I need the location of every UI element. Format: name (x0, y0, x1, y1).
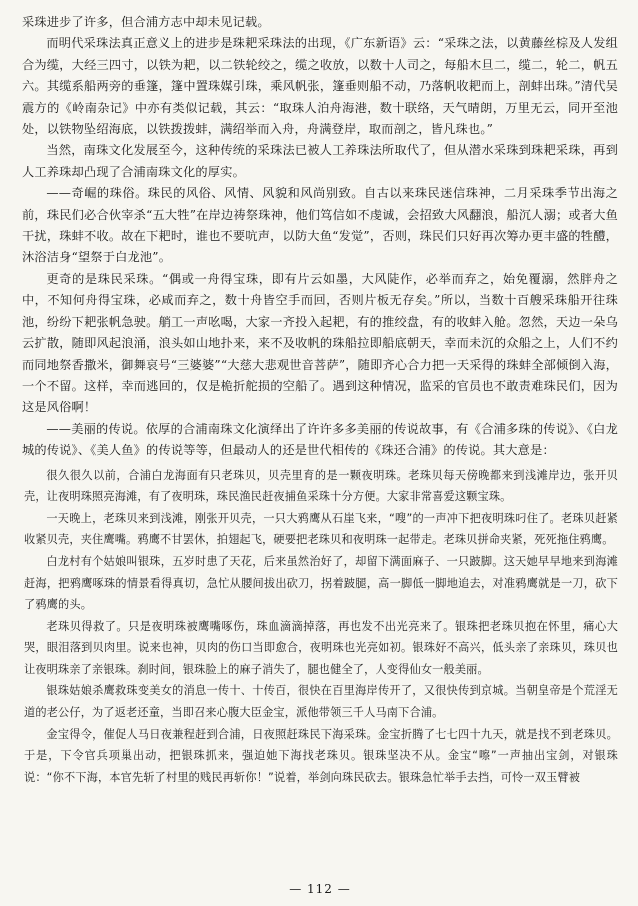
paragraph: 而明代采珠法真正意义上的进步是珠耙采珠法的出现，《广东新语》云：“采珠之法，以黄藤丝棕及人发组合为缆，大经三四寸，以铁为耙，以二铁轮绞之，缆之收放，以数十人司之，每船木旦二，缆二，轮二，帆五六。其缆系船两旁的垂篷，篷中置珠媒引珠，乘风帆张，篷垂则船不动，乃落帆收耙而上，剖蚌出珠。”清代吴震方的《岭南杂记》中亦有类似记载，其云：“取珠人泊舟海港，数十联络，天气晴朗，万里无云，同开至池处，以铁物坠绍海底，以铁拨拨蚌，满绍举而入舟，舟满登岸，取而剖之，皆凡珠也。” (22, 36, 618, 137)
paragraph: 当然，南珠文化发展至今，这种传统的采珠法已被人工养珠法所取代了，但从潜水采珠到珠耙采珠，再到人工养珠却凸现了合浦南珠文化的厚实。 (22, 143, 618, 179)
page-number: — 112 — (289, 882, 351, 896)
story-paragraph: 老珠贝得救了。只是夜明珠被鹰嘴啄伤，珠血滴滴掉落，再也发不出光亮来了。银珠把老珠贝抱在怀里，痛心大哭，眼泪落到贝肉里。说来也神，贝肉的伤口当即愈合，夜明珠也光亮如初。银珠好不高兴，低头亲了亲珠贝，珠贝也让夜明珠亲了亲银珠。刹时间，银珠脸上的麻子消失了，腿也健全了，人变得仙女一般美丽。 (24, 619, 618, 676)
paragraph: ——美丽的传说。依厚的合浦南珠文化演绎出了许许多多美丽的传说故事，有《合浦多珠的传说》、《白龙城的传说》、《美人鱼》的传说等等，但最动人的还是世代相传的《珠还合浦》的传说。其大意是： (22, 421, 618, 458)
paragraph: ——奇崛的珠俗。珠民的风俗、风情、风貌和风尚别致。自古以来珠民迷信珠神，二月采珠季节出海之前，珠民们必合伙宰杀“五大牲”在岸边祷祭珠神，他们笃信如不虔诚，会招致大风翻浪，船沉人溺；或者大鱼干扰，珠蚌不收。故在下耙时，谁也不要吭声，以防大鱼“发觉”，否则，珠民们只好再次筹办更丰盛的牲醴，沐浴洁身“望祭于白龙池”。 (22, 186, 618, 265)
paragraph: 更奇的是珠民采珠。“偶或一舟得宝珠，即有片云如墨，大风陡作，必举而弃之，始免覆溺，然胖舟之中，不知何舟得宝珠，必咸而弃之，数十舟皆空手而回，否则片板无存矣。”所以，当数十百艘采珠船开往珠池，纷纷下耙张帆急驶。艄工一声吆喝，大家一齐投入起耙，有的推绞盘，有的收蚌入舱。忽然，天边一朵乌云扩散，随即风起浪涌，浪头如山地扑来，来不及收帆的珠船拉即船底朝天，幸而未沉的众船之上，人们不约而同地祭香撒米，御舞哀号“三婆婆”“大慈大悲观世音菩萨”，随即齐心合力把一天采得的珠蚌全部倾倒入海，一个不留。这样，幸而逃回的，仅是桅折舵损的空船了。遇到这种情况，监采的官员也不敢责难珠民们，因为这是风俗啊！ (22, 271, 618, 415)
paragraph: 采珠进步了许多，但合浦方志中却未见记载。 (22, 15, 270, 29)
story-paragraph: 一天晚上，老珠贝来到浅滩，刚张开贝壳，一只大鸦鹰从石崖飞来，“嗖”的一声冲下把夜明珠叼住了。老珠贝赶紧收紧贝壳，夹住鹰嘴。鸦鹰不甘罢休，拍翅起飞，硬要把老珠贝和夜明珠一起带走。老珠贝拼命夹紧，死死拖住鸦鹰。 (24, 511, 618, 547)
story-paragraph: 银珠姑娘杀鹰救珠变美女的消息一传十、十传百，很快在百里海岸传开了，又很快传到京城。当朝皇帝是个荒淫无道的老公仔，为了返老还童，当即召来心腹大臣金宝，派他带领三千人马南下合浦。 (24, 684, 618, 720)
story-paragraph: 很久很久以前，合浦白龙海面有只老珠贝，贝壳里育的是一颗夜明珠。老珠贝每天傍晚都来到浅滩岸边，张开贝壳，让夜明珠照亮海滩，有了夜明珠，珠民渔民赶夜捕鱼采珠十分方便。大家非常喜爱这颗宝珠。 (24, 468, 618, 504)
story-paragraph: 金宝得令，催促人马日夜兼程赶到合浦，日夜照赶珠民下海采珠。金宝折腾了七七四十九天，就是找不到老珠贝。于是，下令官兵项巢出动，把银珠抓来，强迫她下海找老珠贝。银珠坚决不从。金宝“嚓”一声抽出宝剑，对银珠说：“你不下海，本官先斩了村里的贱民再斩你！”说着，举剑向珠民砍去。银珠急忙举手去挡，可怜一双玉臂被 (24, 727, 618, 784)
story-paragraph: 白龙村有个姑娘叫银珠，五岁时患了天花，后来虽然治好了，却留下满面麻子、一只跛脚。这天她早早地来到海滩赶海，把鸦鹰啄珠的情景看得真切，急忙从腰间拔出砍刀，拐着跛腿，高一脚低一脚地追去，对准鸦鹰就是一刀，砍下了鸦鹰的头。 (24, 554, 618, 612)
book-page (22, 12, 618, 898)
page-body (22, 12, 618, 788)
